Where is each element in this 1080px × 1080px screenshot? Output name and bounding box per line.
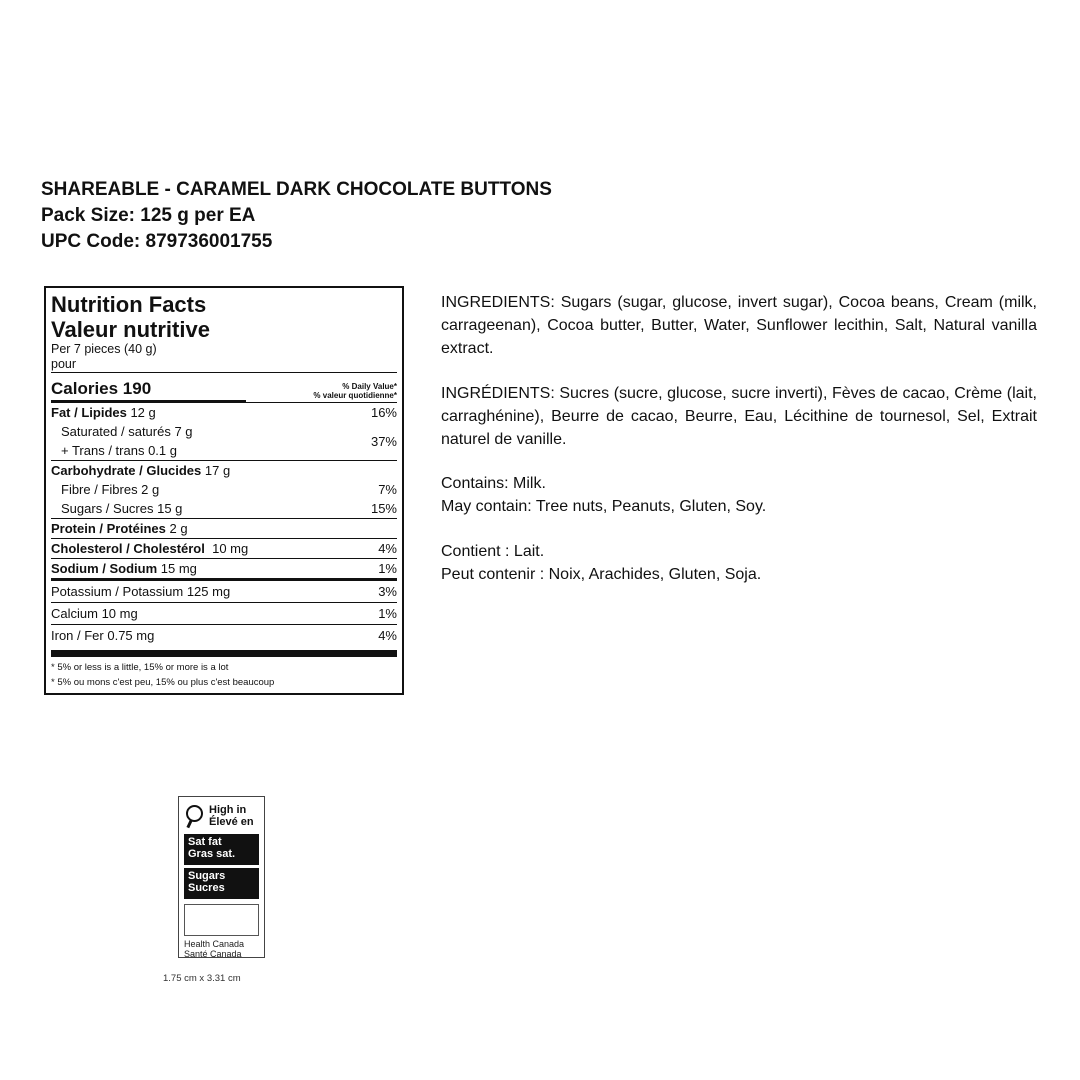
carbohydrate-row	[51, 461, 397, 480]
fat-amount: 12 g	[126, 405, 156, 420]
may-contain-en: May contain: Tree nuts, Peanuts, Gluten, Soy.	[441, 498, 767, 515]
allergens-en	[441, 472, 766, 518]
serving-size-en: Per 7 pieces (40 g)	[51, 342, 157, 356]
sugars-fr: Sucres	[188, 882, 225, 894]
nutrition-title-fr: Valeur nutritive	[51, 317, 210, 342]
cholesterol-row	[51, 539, 397, 558]
sugars-box	[184, 868, 259, 899]
sat-fat-box	[184, 834, 259, 865]
sugars-row	[51, 499, 397, 518]
allergens-fr	[441, 540, 761, 586]
fat-row	[51, 403, 397, 422]
potassium-row	[51, 581, 397, 602]
footnote	[51, 660, 397, 690]
daily-value-header-fr: % valeur quotidienne*	[313, 391, 397, 400]
calcium-label: Calcium 10 mg	[51, 606, 138, 621]
product-header	[41, 177, 552, 255]
footnote-fr: * 5% ou mons c'est peu, 15% ou plus c'est beaucoup	[51, 677, 275, 688]
fibre-label: Fibre / Fibres 2 g	[61, 482, 160, 497]
thick-divider	[51, 650, 397, 657]
high-in-fr: Élevé en	[209, 816, 254, 828]
ingredients-en: INGREDIENTS: Sugars (sugar, glucose, invert sugar), Cocoa beans, Cream (milk, carrageenan), Cocoa butter, Butter, Water, Sunflower lecithin, Salt, Natural vanilla extract.	[441, 294, 1037, 357]
fat-dv: 16%	[370, 405, 397, 420]
sodium-dv: 1%	[378, 561, 397, 576]
potassium-label: Potassium / Potassium 125 mg	[51, 584, 231, 599]
fibre-row	[51, 480, 397, 499]
agency-en: Health Canada	[184, 939, 245, 949]
saturated-trans-dv: 37%	[370, 433, 397, 449]
cholesterol-label: Cholesterol / Cholestérol	[51, 541, 205, 556]
sugars-en: Sugars	[188, 870, 226, 882]
symbol-dimensions: 1.75 cm x 3.31 cm	[163, 973, 241, 984]
protein-row	[51, 519, 397, 538]
contains-en: Contains: Milk.	[441, 475, 546, 492]
upc-code: UPC Code: 879736001755	[41, 231, 273, 252]
high-in-en: High in	[209, 804, 247, 816]
serving-size-fr: pour	[51, 357, 77, 371]
sodium-row	[51, 559, 397, 578]
calories-row	[51, 373, 397, 400]
fat-label: Fat / Lipides	[51, 405, 127, 420]
sugars-dv: 15%	[370, 501, 397, 516]
footnote-en: * 5% or less is a little, 15% or more is a lot	[51, 662, 229, 673]
potassium-dv: 3%	[378, 584, 397, 599]
iron-label: Iron / Fer 0.75 mg	[51, 628, 155, 643]
magnifying-glass-icon	[184, 803, 206, 829]
pack-size: Pack Size: 125 g per EA	[41, 205, 256, 226]
protein-label: Protein / Protéines	[51, 521, 166, 536]
calcium-dv: 1%	[378, 606, 397, 621]
saturated-trans-group	[51, 422, 397, 460]
sat-fat-en: Sat fat	[188, 836, 222, 848]
carb-amount: 17 g	[201, 463, 231, 478]
calcium-row	[51, 603, 397, 624]
nutrition-title-en: Nutrition Facts	[51, 292, 207, 317]
iron-row	[51, 625, 397, 646]
daily-value-header	[313, 382, 397, 400]
sodium-amount: 15 mg	[157, 561, 197, 576]
nutrition-facts-table	[44, 286, 404, 695]
iron-dv: 4%	[378, 628, 397, 643]
contains-fr: Contient : Lait.	[441, 543, 545, 560]
carb-label: Carbohydrate / Glucides	[51, 463, 202, 478]
sat-fat-fr: Gras sat.	[188, 848, 236, 860]
agency-fr: Santé Canada	[184, 949, 242, 959]
may-contain-fr: Peut contenir : Noix, Arachides, Gluten, Soja.	[441, 566, 762, 583]
saturated-fat: Saturated / saturés 7 g	[61, 424, 193, 439]
cholesterol-dv: 4%	[378, 541, 397, 556]
calories: Calories 190	[51, 379, 152, 398]
sugars-label: Sugars / Sucres 15 g	[61, 501, 183, 516]
fibre-dv: 7%	[378, 482, 397, 497]
daily-value-header-en: % Daily Value*	[342, 382, 397, 391]
trans-fat: + Trans / trans 0.1 g	[61, 443, 177, 458]
front-of-pack-symbol	[178, 796, 265, 958]
product-name: SHAREABLE - CARAMEL DARK CHOCOLATE BUTTONS	[41, 179, 552, 200]
empty-box	[184, 904, 259, 936]
ingredients-fr: INGRÉDIENTS: Sucres (sucre, glucose, sucre inverti), Fèves de cacao, Crème (lait, carraghénine), Beurre de cacao, Beurre, Eau, Lécithine de tournesol, Sel, Extrait naturel de vanille.	[441, 385, 1037, 448]
sodium-label: Sodium / Sodium	[51, 561, 158, 576]
cholesterol-amount: 10 mg	[204, 541, 249, 556]
protein-amount: 2 g	[165, 521, 188, 536]
